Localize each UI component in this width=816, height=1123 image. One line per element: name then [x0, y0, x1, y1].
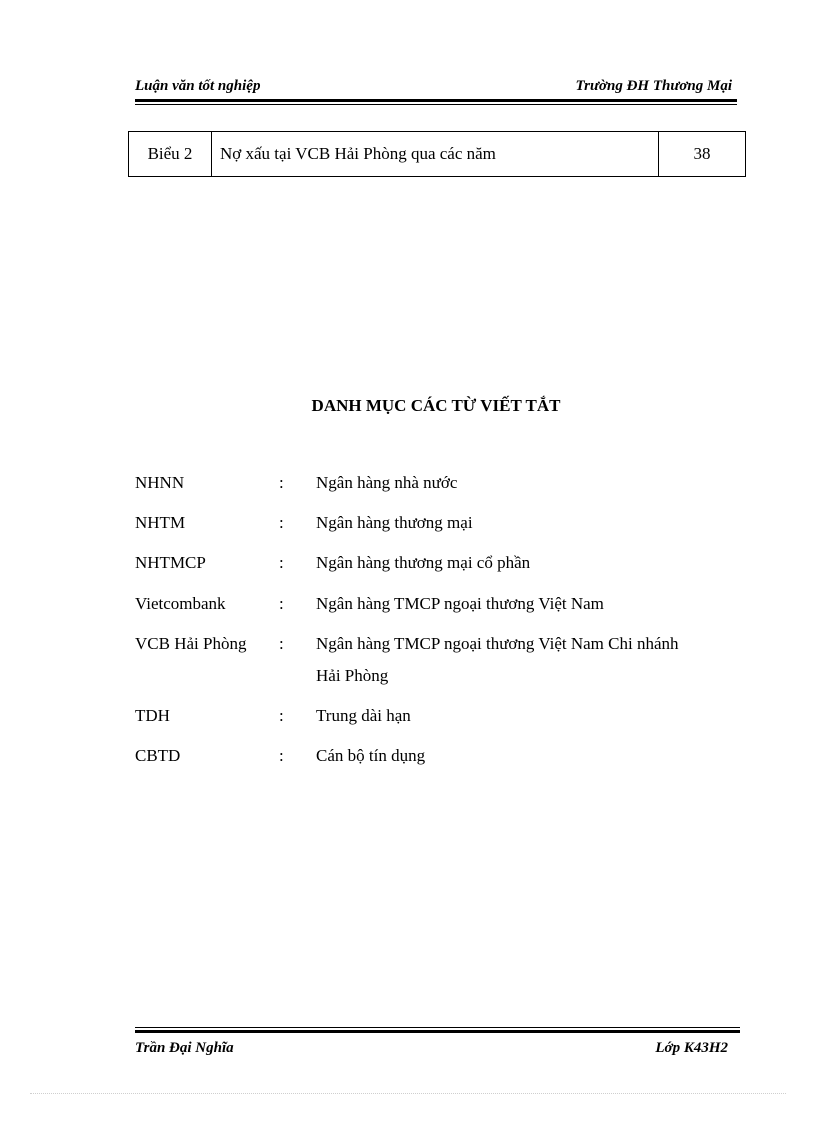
- abbr-colon: :: [279, 634, 284, 653]
- abbr-desc: Ngân hàng nhà nước: [316, 473, 458, 492]
- abbr-key: NHNN: [135, 473, 185, 492]
- section-title: DANH MỤC CÁC TỪ VIẾT TẮT: [311, 396, 561, 415]
- footer-rule-thin: [135, 1027, 740, 1028]
- abbr-colon: :: [279, 746, 284, 765]
- abbr-desc: Ngân hàng thương mại cổ phần: [316, 553, 531, 572]
- abbr-key: VCB Hải Phòng: [135, 634, 247, 653]
- chart-label-cell: Biểu 2: [129, 132, 212, 177]
- chart-title-cell: Nợ xấu tại VCB Hải Phòng qua các năm: [212, 132, 659, 177]
- chart-list-table: [128, 131, 746, 177]
- footer-right-text: Lớp K43H2: [655, 1040, 728, 1056]
- header-rule-thick: [135, 99, 737, 102]
- footer-rule-thick: [135, 1030, 740, 1033]
- table-row: [129, 132, 746, 177]
- abbr-key: TDH: [135, 706, 170, 725]
- footer-left-text: Trần Đại Nghĩa: [135, 1040, 234, 1056]
- abbr-colon: :: [279, 553, 284, 572]
- abbr-desc: Ngân hàng TMCP ngoại thương Việt Nam: [316, 594, 604, 613]
- abbr-key: NHTMCP: [135, 553, 206, 572]
- abbr-key: CBTD: [135, 746, 181, 765]
- abbr-desc: Cán bộ tín dụng: [316, 746, 426, 765]
- abbr-key: Vietcombank: [135, 594, 226, 613]
- abbr-colon: :: [279, 594, 284, 613]
- abbr-colon: :: [279, 706, 284, 725]
- abbr-desc: Trung dài hạn: [316, 706, 411, 725]
- abbr-colon: :: [279, 473, 284, 492]
- abbr-colon: :: [279, 513, 284, 532]
- header-right-text: Trường ĐH Thương Mại: [575, 78, 732, 94]
- abbr-desc: Ngân hàng thương mại: [316, 513, 473, 532]
- abbr-desc: Ngân hàng TMCP ngoại thương Việt Nam Chi nhánh Hải Phòng: [316, 634, 679, 685]
- header-left-text: Luận văn tốt nghiệp: [135, 78, 261, 94]
- chart-page-cell: 38: [659, 132, 746, 177]
- abbr-key: NHTM: [135, 513, 186, 532]
- header-rule-thin: [135, 104, 737, 105]
- page-bottom-divider: [30, 1093, 786, 1094]
